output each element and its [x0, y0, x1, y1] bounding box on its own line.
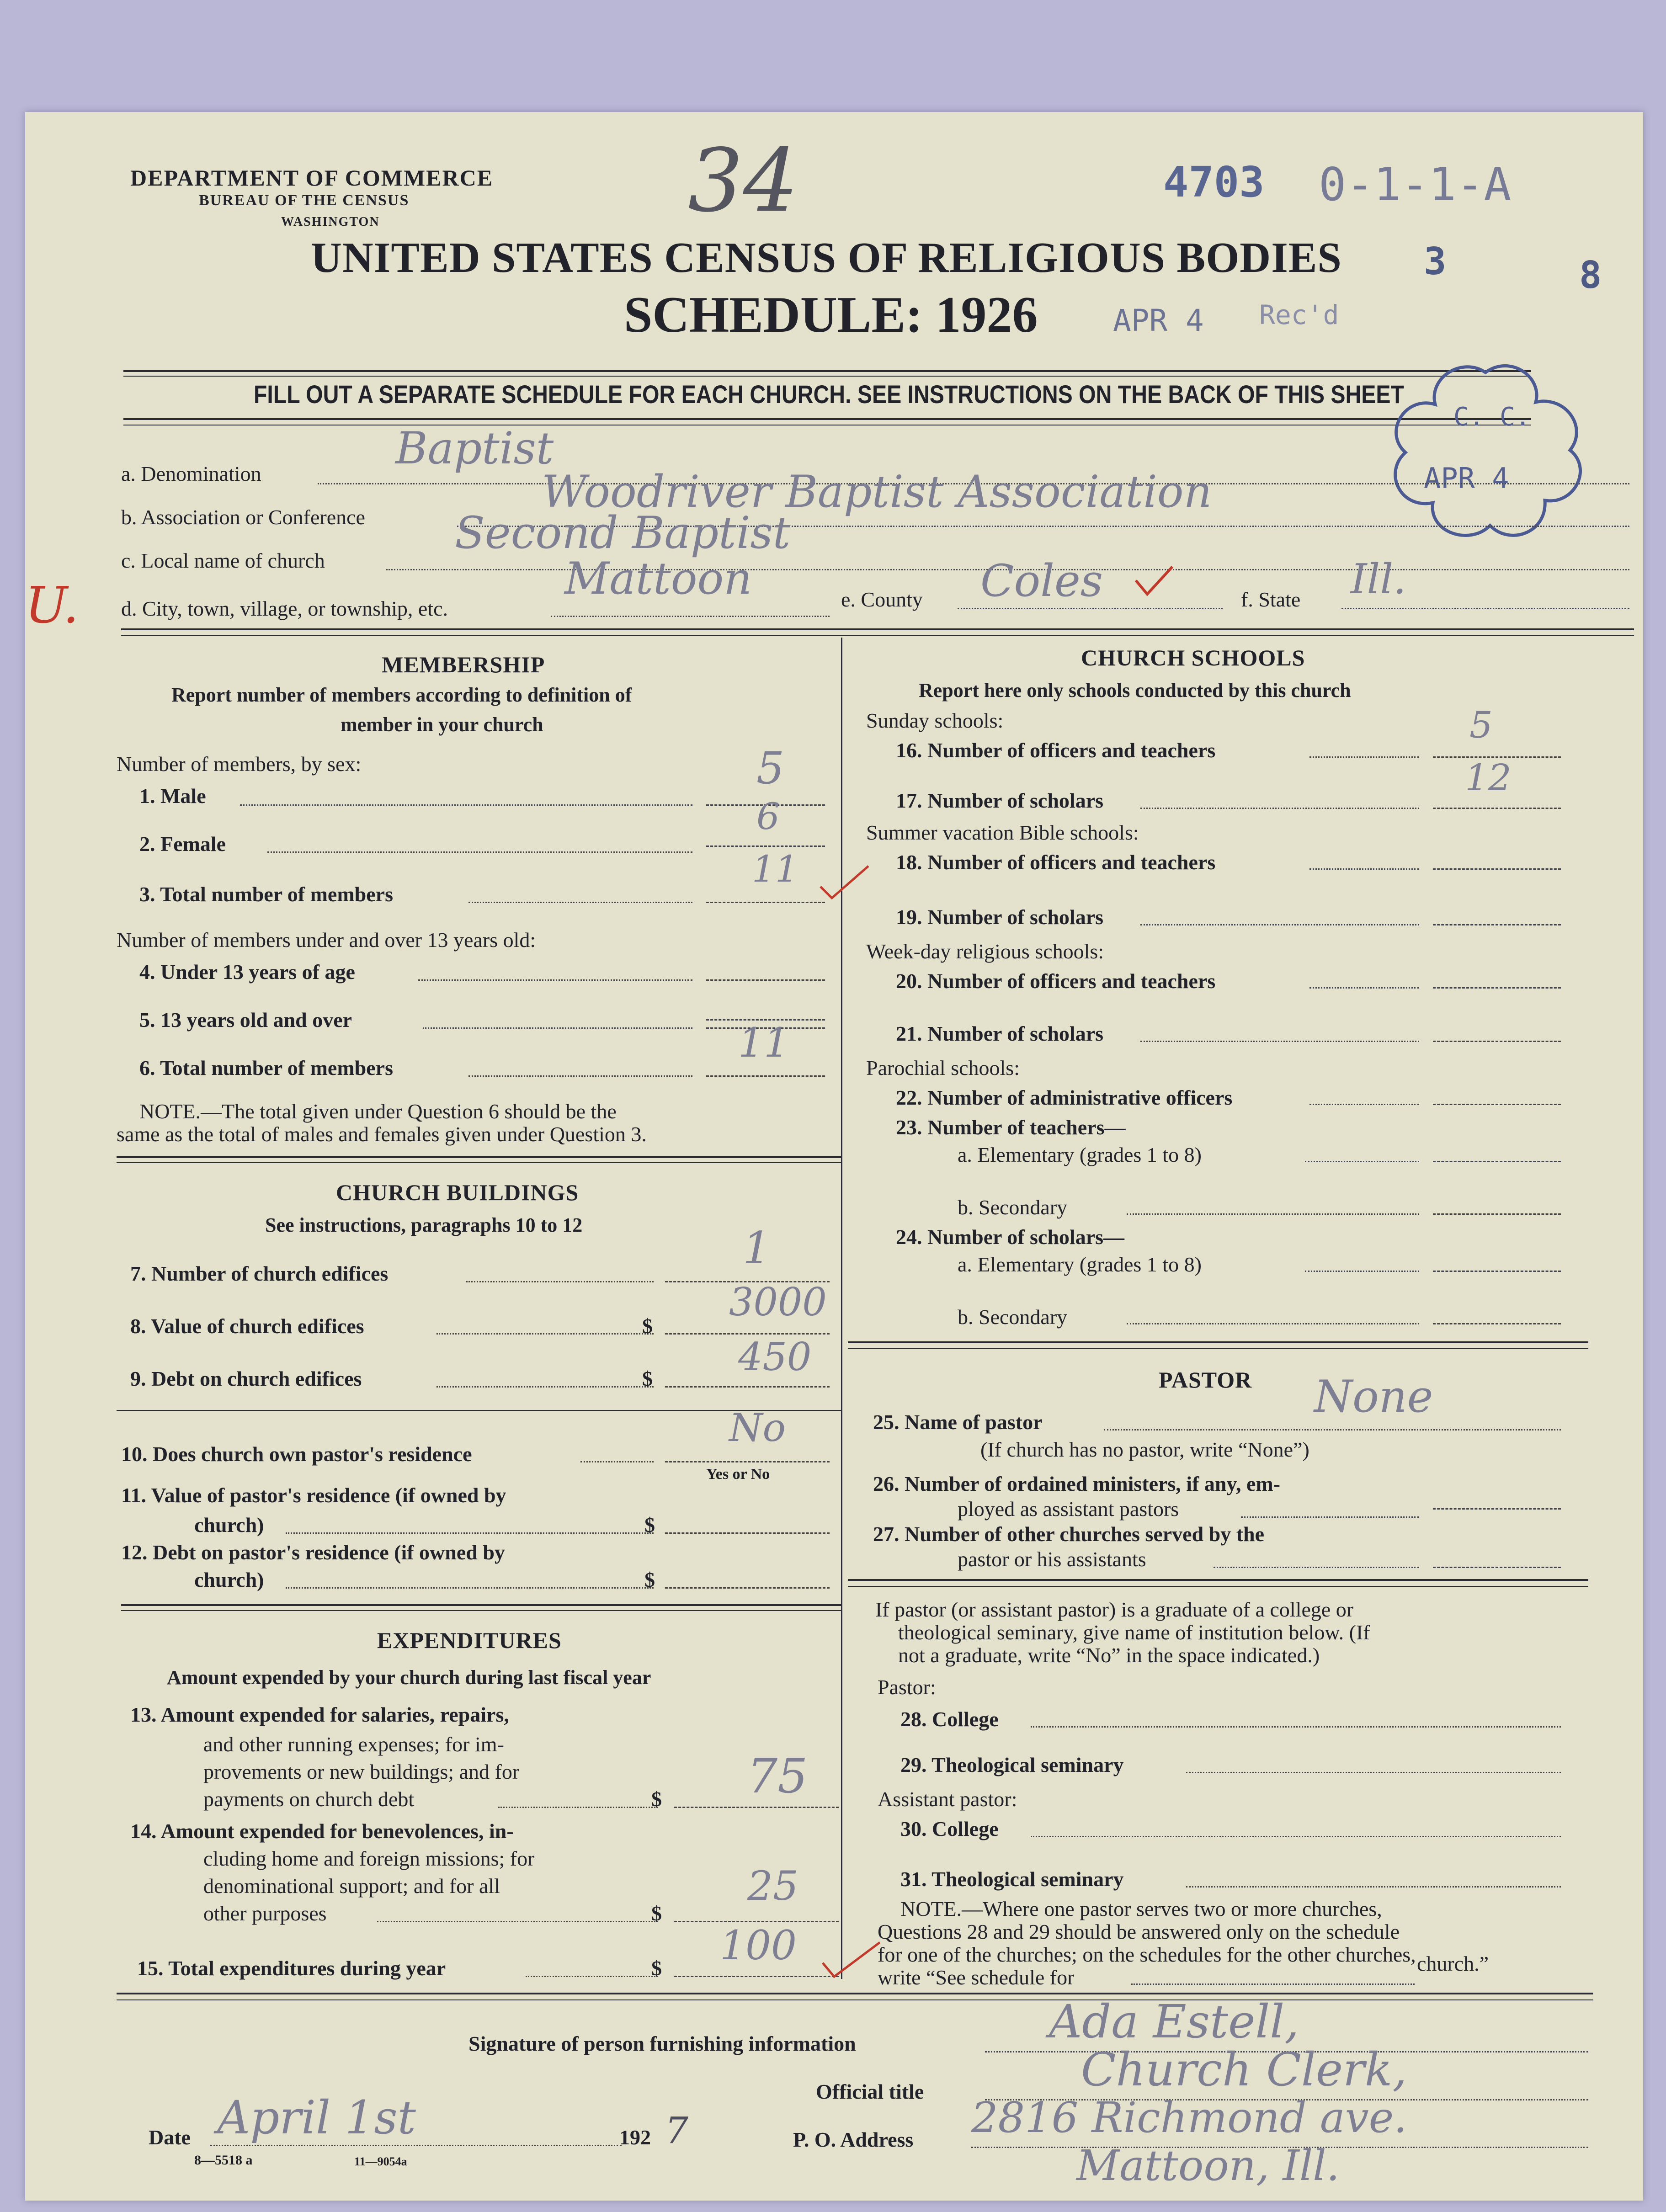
q5-label: 5. 13 years old and over [139, 1008, 352, 1032]
red-check-icon [1131, 562, 1177, 599]
field-line [1186, 1772, 1561, 1773]
dept-line-3: WASHINGTON [281, 215, 380, 229]
membership-intro-1: Report number of members according to definition of [171, 684, 632, 706]
q18-label: 18. Number of officers and teachers [896, 851, 1216, 874]
field-line [1309, 987, 1419, 989]
field-line [1104, 1429, 1561, 1430]
field-line [286, 1532, 654, 1534]
membership-note-1: NOTE.—The total given under Question 6 should be the [139, 1100, 617, 1123]
red-check-icon [820, 1936, 884, 1981]
instruction-banner: FILL OUT A SEPARATE SCHEDULE FOR EACH CHURCH. SEE INSTRUCTIONS ON THE BACK OF THIS SHEET [254, 380, 1404, 409]
field-line [580, 1461, 654, 1462]
state-label: f. State [1241, 588, 1301, 611]
field-line [468, 902, 692, 903]
q11-label-1: 11. Value of pastor's residence (if owned by [121, 1484, 506, 1507]
q24-label: 24. Number of scholars— [896, 1225, 1125, 1249]
q19-label: 19. Number of scholars [896, 905, 1104, 929]
answer-line [1433, 924, 1561, 925]
q21-label: 21. Number of scholars [896, 1022, 1104, 1045]
pastor-note-4: write “See schedule for [878, 1966, 1075, 1989]
answer-line [665, 1587, 830, 1589]
answer-line [665, 1532, 830, 1534]
summer-schools-label: Summer vacation Bible schools: [866, 821, 1139, 844]
q16-value: 5 [1469, 704, 1493, 746]
q15-value: 100 [720, 1922, 797, 1969]
q28-label: 28. College [900, 1707, 999, 1731]
margin-digit-8: 8 [1579, 254, 1602, 297]
rule [121, 1604, 841, 1606]
q6-label: 6. Total number of members [139, 1056, 393, 1079]
file-code-suffix: 0-1-1-A [1319, 158, 1512, 211]
dollar-sign: $ [642, 1314, 653, 1338]
column-divider [841, 638, 842, 1979]
rule [117, 1993, 1593, 1994]
q22-label: 22. Number of administrative officers [896, 1086, 1233, 1109]
answer-line [706, 845, 825, 847]
field-line [466, 1281, 654, 1282]
buildings-title: CHURCH BUILDINGS [336, 1180, 579, 1205]
q14-label-1: 14. Amount expended for benevolences, in- [130, 1819, 514, 1843]
census-schedule-sheet [25, 112, 1643, 2201]
q10-value: No [729, 1405, 786, 1450]
file-code-number: 4703 [1163, 158, 1265, 207]
dollar-sign: $ [644, 1568, 655, 1591]
po-address-line-2: Mattoon, Ill. [1076, 2141, 1340, 2190]
q26-label-2: ployed as assistant pastors [958, 1497, 1179, 1521]
margin-digit-3: 3 [1424, 240, 1447, 283]
local-church-name-label: c. Local name of church [121, 549, 325, 572]
q10-label: 10. Does church own pastor's residence [121, 1442, 472, 1466]
county-value: Coles [980, 555, 1103, 606]
expenditures-subtitle: Amount expended by your church during last fiscal year [167, 1666, 651, 1689]
rule [121, 635, 1634, 636]
sunday-schools-label: Sunday schools: [866, 709, 1004, 732]
denomination-value: Baptist [395, 423, 554, 474]
q14-label-3: denominational support; and for all [203, 1874, 500, 1898]
q14-value: 25 [747, 1862, 798, 1909]
q23-label: 23. Number of teachers— [896, 1116, 1126, 1139]
dollar-sign: $ [651, 1957, 662, 1980]
parochial-schools-label: Parochial schools: [866, 1056, 1020, 1079]
received-stamp-text: Rec'd [1259, 299, 1339, 330]
pastor-note-1: NOTE.—Where one pastor serves two or more churches, [900, 1897, 1382, 1920]
field-line [1186, 1886, 1561, 1888]
field-line [418, 979, 692, 981]
field-line [1214, 1567, 1419, 1568]
q16-label: 16. Number of officers and teachers [896, 739, 1216, 762]
rule [848, 1348, 1588, 1349]
denomination-label: a. Denomination [121, 462, 261, 485]
schools-subtitle: Report here only schools conducted by this church [919, 679, 1351, 702]
answer-line [1433, 1104, 1561, 1105]
cc-stamp-icon [1378, 359, 1593, 551]
margin-mark: U. [25, 576, 79, 634]
field-line [958, 608, 1223, 609]
rule [121, 628, 1634, 630]
form-number: 8—5518 a [194, 2153, 253, 2168]
q13-label-1: 13. Amount expended for salaries, repairs, [130, 1703, 509, 1726]
field-line [286, 1587, 654, 1589]
form-title: UNITED STATES CENSUS OF RELIGIOUS BODIES [311, 234, 1342, 282]
answer-line [1433, 808, 1561, 809]
q7-value: 1 [743, 1223, 771, 1274]
q12-label-1: 12. Debt on pastor's residence (if owned by [121, 1541, 505, 1564]
buildings-subtitle: See instructions, paragraphs 10 to 12 [265, 1214, 583, 1236]
q12-label-2: church) [194, 1568, 264, 1591]
red-check-icon [818, 861, 873, 903]
q25-note: (If church has no pastor, write “None”) [980, 1438, 1309, 1461]
q3-label: 3. Total number of members [139, 883, 393, 906]
rule [117, 1162, 841, 1163]
dollar-sign: $ [651, 1787, 662, 1811]
q3-value: 11 [752, 848, 798, 890]
graduate-instruction-3: not a graduate, write “No” in the space indicated.) [898, 1643, 1320, 1667]
answer-line [1433, 1323, 1561, 1324]
dept-line-1: DEPARTMENT OF COMMERCE [130, 165, 494, 191]
received-stamp-date: APR 4 [1113, 303, 1204, 338]
weekday-schools-label: Week-day religious schools: [866, 940, 1104, 963]
field-line [1140, 808, 1419, 809]
official-title-value: Church Clerk, [1081, 2043, 1407, 2096]
q23a-label: a. Elementary (grades 1 to 8) [958, 1143, 1202, 1166]
q2-value: 6 [756, 795, 780, 838]
field-line [436, 1386, 654, 1388]
field-line [1127, 1213, 1419, 1215]
year-digit: 7 [665, 2109, 688, 2152]
field-line [423, 1027, 692, 1029]
rule [121, 1610, 841, 1611]
field-line [436, 1333, 654, 1335]
signature-label: Signature of person furnishing information [468, 2032, 856, 2055]
year-prefix: 192 [619, 2126, 651, 2149]
members-by-sex-label: Number of members, by sex: [117, 752, 362, 776]
pastor-note-3: for one of the churches; on the schedules for the other churches, [878, 1943, 1416, 1966]
po-address-line-1: 2816 Richmond ave. [971, 2093, 1407, 2142]
answer-line [1433, 1271, 1561, 1272]
field-line [267, 851, 692, 853]
answer-line [1433, 868, 1561, 870]
state-value: Ill. [1351, 555, 1406, 603]
q17-value: 12 [1465, 756, 1512, 799]
cc-stamp-date: APR 4 [1424, 462, 1509, 495]
rule [117, 1999, 1593, 2000]
q4-label: 4. Under 13 years of age [139, 960, 355, 984]
field-line [1341, 608, 1629, 609]
county-label: e. County [841, 588, 923, 611]
answer-line [706, 1075, 825, 1077]
dollar-sign: $ [642, 1367, 653, 1390]
q24b-label: b. Secondary [958, 1305, 1068, 1329]
answer-line [1433, 1041, 1561, 1042]
official-title-label: Official title [816, 2080, 924, 2103]
field-line [377, 1921, 658, 1922]
answer-line [706, 902, 825, 903]
q8-value: 3000 [729, 1280, 827, 1324]
date-value: April 1st [217, 2091, 416, 2144]
q24a-label: a. Elementary (grades 1 to 8) [958, 1253, 1202, 1276]
q27-label-1: 27. Number of other churches served by the [873, 1522, 1265, 1546]
q15-label: 15. Total expenditures during year [137, 1957, 446, 1980]
q13-label-4: payments on church debt [203, 1787, 415, 1811]
form-number-2: 11—9054a [354, 2155, 407, 2168]
q13-label-3: provements or new buildings; and for [203, 1760, 520, 1783]
field-line [1140, 1041, 1419, 1042]
answer-line [1433, 1213, 1561, 1215]
field-line [498, 1807, 658, 1808]
po-address-label: P. O. Address [793, 2128, 914, 2151]
field-line [1140, 924, 1419, 925]
answer-line [1433, 1567, 1561, 1568]
q25-value: None [1314, 1371, 1433, 1422]
answer-line [674, 1976, 839, 1977]
q23b-label: b. Secondary [958, 1196, 1068, 1219]
rule [123, 370, 1531, 372]
schedule-year: SCHEDULE: 1926 [624, 287, 1038, 343]
field-line [1309, 868, 1419, 870]
answer-line [674, 1807, 839, 1808]
q13-label-2: and other running expenses; for im- [203, 1733, 504, 1756]
assistant-pastor-label: Assistant pastor: [878, 1787, 1017, 1811]
pastor-note-4-end: church.” [1417, 1952, 1489, 1975]
date-label: Date [149, 2126, 191, 2149]
graduate-instruction-1: If pastor (or assistant pastor) is a graduate of a college or [875, 1598, 1354, 1621]
signature-value: Ada Estell, [1049, 1995, 1299, 2048]
dept-line-2: BUREAU OF THE CENSUS [199, 192, 410, 209]
field-line [1241, 1516, 1419, 1518]
field-line [1305, 1161, 1419, 1162]
q30-label: 30. College [900, 1817, 999, 1840]
q25-label: 25. Name of pastor [873, 1410, 1043, 1434]
q26-label-1: 26. Number of ordained ministers, if any, em- [873, 1472, 1281, 1495]
city-value: Mattoon [564, 553, 752, 604]
answer-line [665, 1386, 830, 1388]
rule [848, 1586, 1588, 1587]
answer-line [665, 1461, 830, 1462]
q27-label-2: pastor or his assistants [958, 1547, 1146, 1571]
cc-stamp-top: C. C. [1453, 402, 1531, 432]
yes-or-no-caption: Yes or No [706, 1466, 770, 1483]
rule [848, 1341, 1588, 1343]
field-line [526, 1976, 658, 1977]
association-label: b. Association or Conference [121, 505, 365, 529]
field-line [210, 2145, 622, 2146]
field-line [1131, 1983, 1415, 1985]
field-line [1309, 756, 1419, 758]
graduate-instruction-2: theological seminary, give name of institution below. (If [898, 1621, 1370, 1644]
q1-label: 1. Male [139, 784, 206, 808]
q17-label: 17. Number of scholars [896, 789, 1104, 812]
pastor-title: PASTOR [1159, 1367, 1252, 1393]
city-label: d. City, town, village, or township, etc. [121, 597, 448, 620]
field-line [551, 616, 830, 617]
q2-label: 2. Female [139, 832, 226, 856]
rule [848, 1579, 1588, 1581]
local-church-name-value: Second Baptist [455, 507, 791, 558]
members-by-age-label: Number of members under and over 13 years old: [117, 928, 536, 952]
answer-line [1433, 987, 1561, 989]
membership-intro-2: member in your church [341, 713, 543, 736]
expenditures-title: EXPENDITURES [377, 1627, 562, 1653]
field-line [1031, 1726, 1561, 1728]
q9-label: 9. Debt on church edifices [130, 1367, 362, 1390]
q11-label-2: church) [194, 1513, 264, 1537]
field-line [240, 804, 692, 806]
answer-line [1433, 1508, 1561, 1510]
q7-label: 7. Number of church edifices [130, 1262, 389, 1285]
answer-line [706, 979, 825, 981]
field-line [1031, 1836, 1561, 1837]
q31-label: 31. Theological seminary [900, 1867, 1124, 1891]
pastor-note-2: Questions 28 and 29 should be answered only on the schedule [878, 1920, 1400, 1943]
q8-label: 8. Value of church edifices [130, 1314, 364, 1338]
schools-title: CHURCH SCHOOLS [1081, 645, 1305, 670]
dollar-sign: $ [651, 1902, 662, 1925]
q14-label-2: cluding home and foreign missions; for [203, 1847, 535, 1870]
rule [117, 1156, 841, 1158]
q9-value: 450 [738, 1335, 812, 1379]
q6-value: 11 [738, 1019, 789, 1066]
field-line [1305, 1271, 1419, 1272]
rule [123, 418, 1531, 420]
q20-label: 20. Number of officers and teachers [896, 969, 1216, 993]
membership-note-2: same as the total of males and females given under Question 3. [117, 1122, 647, 1146]
answer-line [1433, 1161, 1561, 1162]
dollar-sign: $ [644, 1513, 655, 1537]
field-line [1127, 1323, 1419, 1324]
membership-title: MEMBERSHIP [382, 652, 545, 677]
q29-label: 29. Theological seminary [900, 1753, 1124, 1776]
q13-value: 75 [747, 1748, 808, 1804]
association-value: Woodriver Baptist Association [542, 466, 1212, 517]
rule [123, 376, 1531, 377]
field-line [468, 1075, 692, 1077]
handwritten-number: 34 [688, 130, 798, 231]
q1-value: 5 [756, 743, 785, 794]
pastor-subsection-label: Pastor: [878, 1675, 936, 1699]
field-line [1309, 1104, 1419, 1105]
q14-label-4: other purposes [203, 1902, 327, 1925]
